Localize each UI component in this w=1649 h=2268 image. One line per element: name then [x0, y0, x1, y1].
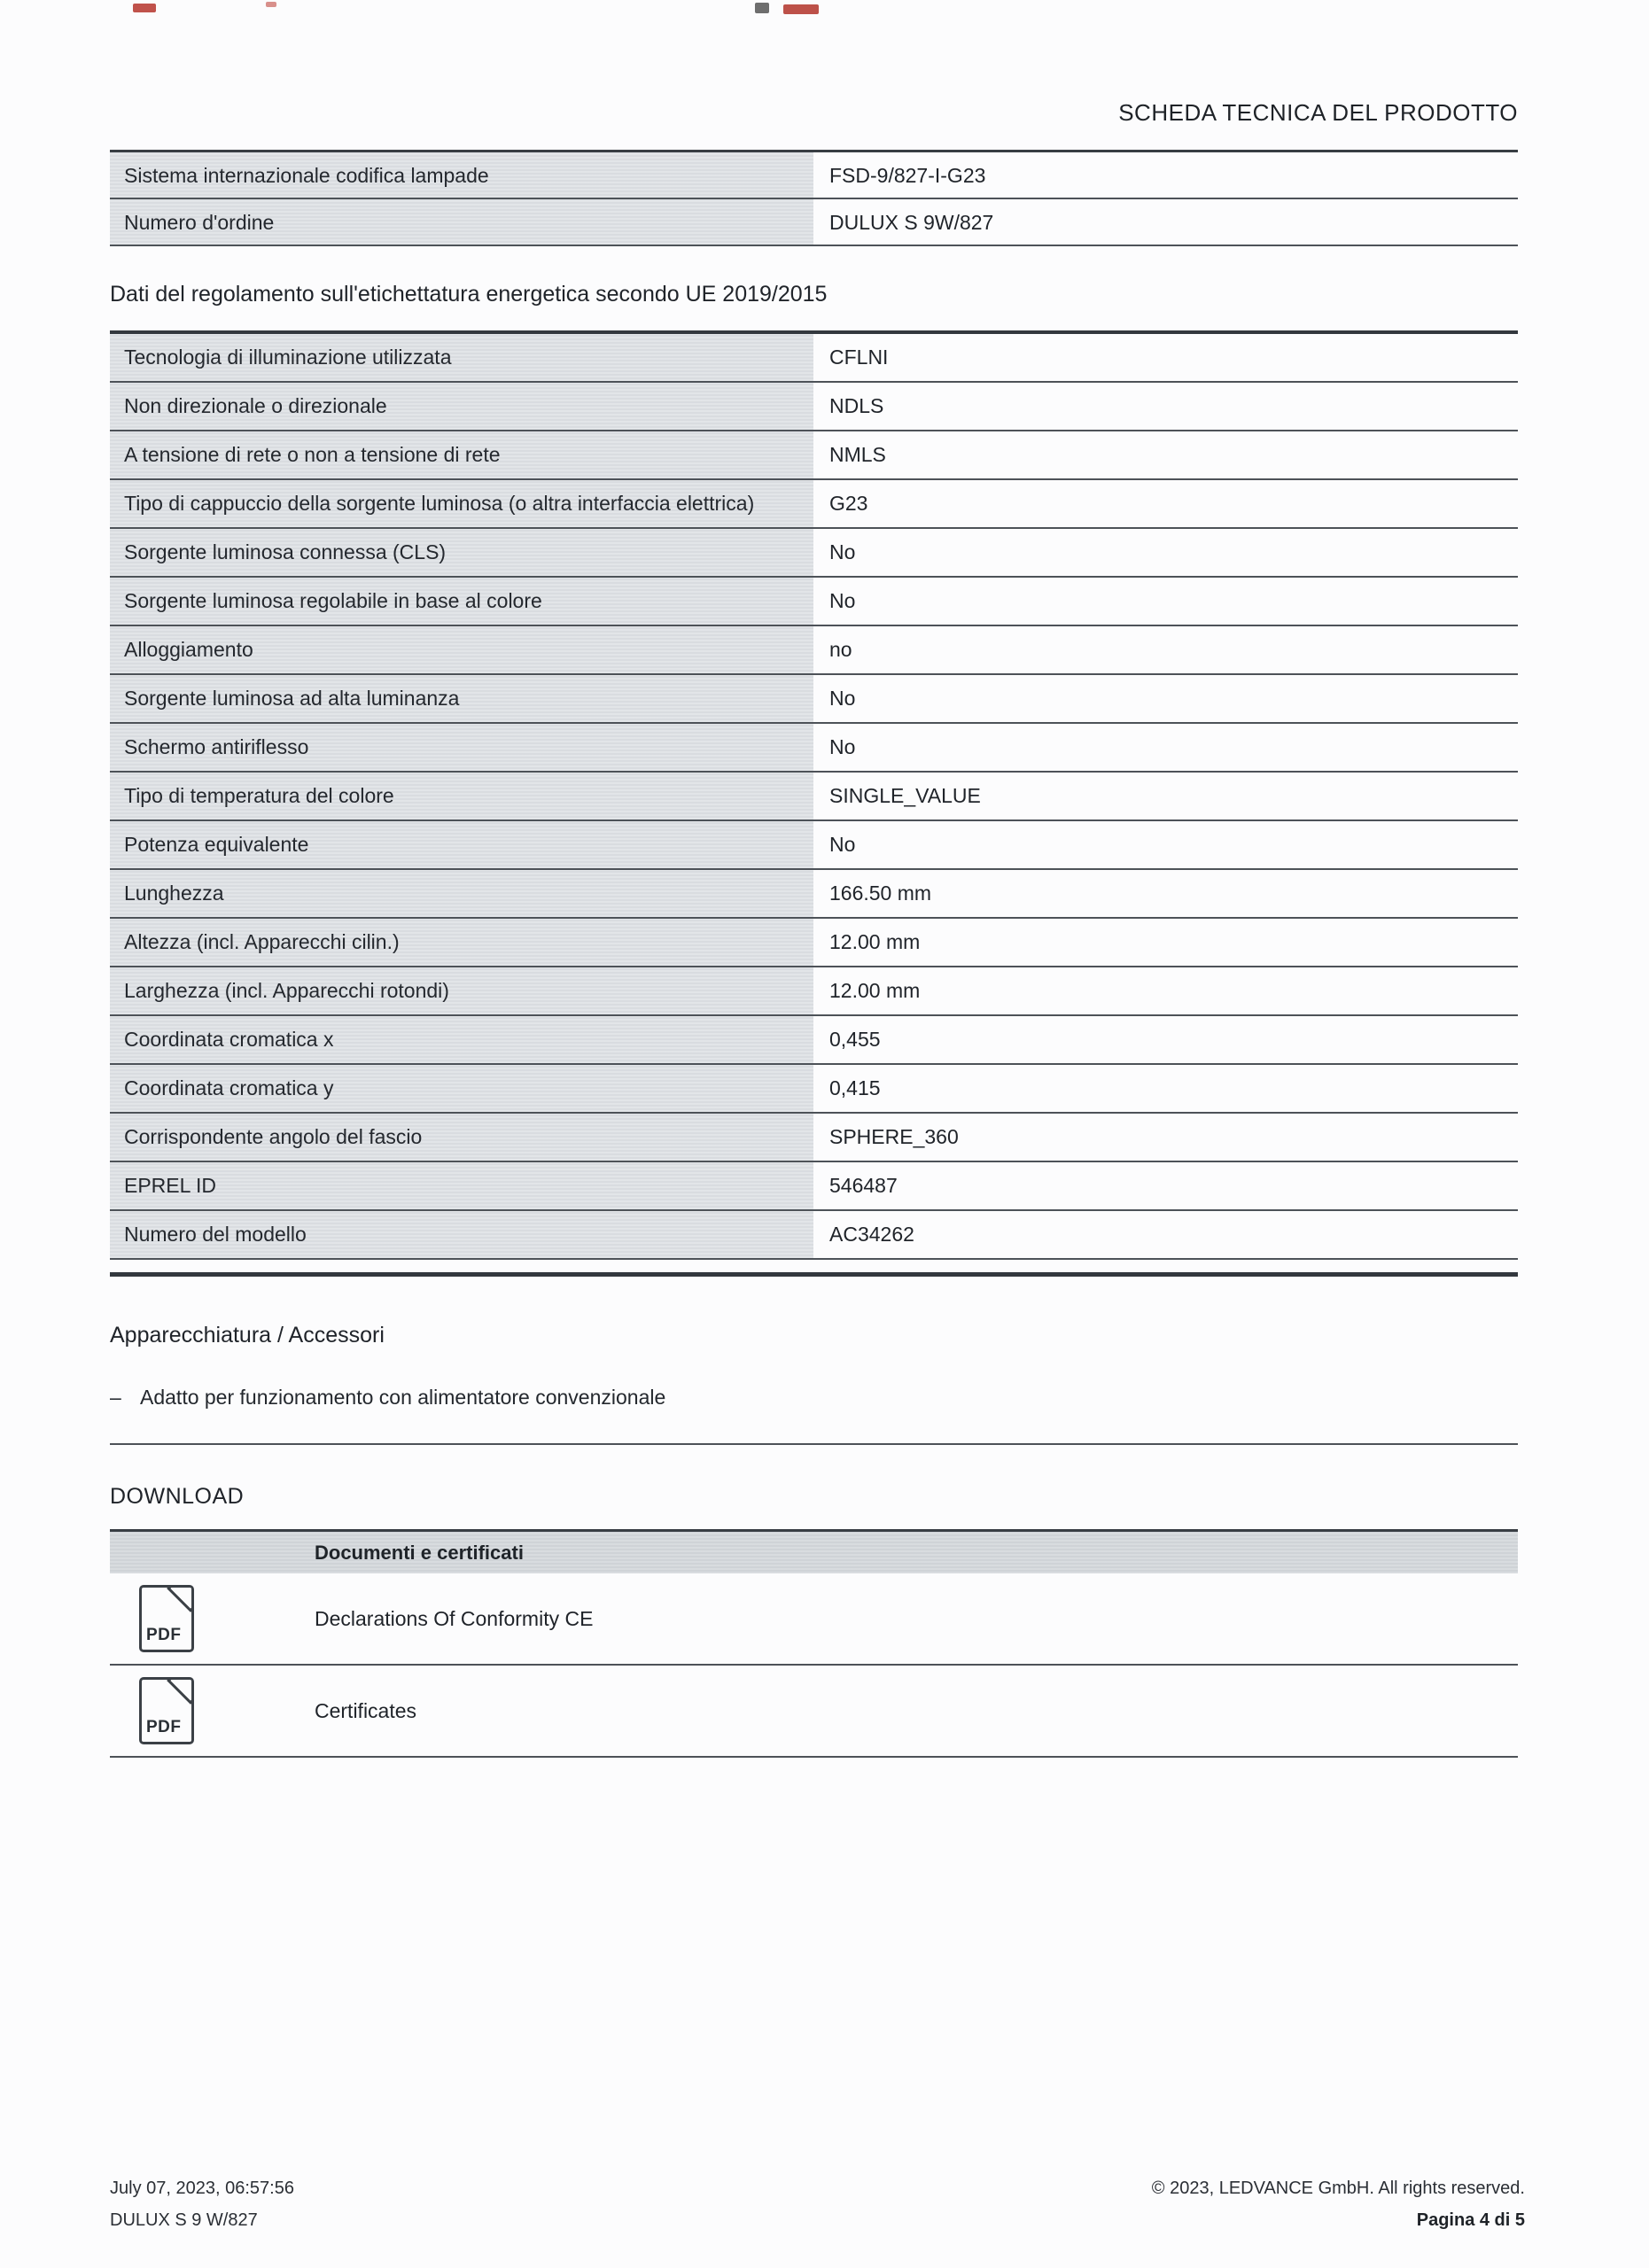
spec-label: Non direzionale o direzionale [110, 383, 813, 430]
footer-left [110, 2172, 294, 2236]
table-row [110, 578, 1518, 626]
spec-value: No [829, 589, 856, 612]
table-row [110, 1065, 1518, 1114]
table-row [110, 1016, 1518, 1065]
footer-product: DULUX S 9 W/827 [110, 2210, 258, 2230]
table-row [110, 334, 1518, 383]
pdf-file-icon[interactable] [139, 1677, 194, 1744]
spec-label: Altezza (incl. Apparecchi cilin.) [110, 919, 813, 966]
table-row [110, 1211, 1518, 1260]
table-row [110, 480, 1518, 529]
download-table-header-label: Documenti e certificati [315, 1541, 524, 1564]
spec-label: Numero d'ordine [110, 199, 813, 245]
scan-artifact [266, 2, 276, 7]
spec-value: No [829, 540, 856, 563]
accessories-item [110, 1386, 1518, 1410]
table-row [110, 675, 1518, 724]
footer-right [1152, 2172, 1525, 2236]
footer-copyright: © 2023, LEDVANCE GmbH. All rights reserved. [1151, 2179, 1525, 2198]
section-divider [110, 1443, 1518, 1445]
download-link-label[interactable]: Declarations Of Conformity CE [315, 1606, 594, 1630]
table-row [110, 821, 1518, 870]
spec-value: 0,455 [829, 1028, 881, 1051]
download-row-certificates[interactable] [110, 1666, 1518, 1758]
table-row [110, 383, 1518, 431]
spec-label: Sorgente luminosa connessa (CLS) [110, 529, 813, 576]
bullet-dash: – [110, 1386, 121, 1409]
spec-label: Tecnologia di illuminazione utilizzata [110, 334, 813, 381]
scan-artifact [783, 4, 819, 14]
table-row [110, 152, 1518, 199]
spec-label: Potenza equivalente [110, 821, 813, 868]
table-row [110, 431, 1518, 480]
spec-value: no [829, 638, 852, 661]
spec-label: Larghezza (incl. Apparecchi rotondi) [110, 967, 813, 1014]
spec-value: No [829, 833, 856, 856]
accessories-section-title: Apparecchiatura / Accessori [110, 1323, 385, 1348]
spec-value: CFLNI [829, 346, 889, 369]
table-row [110, 967, 1518, 1016]
spec-label: Lunghezza [110, 870, 813, 917]
spec-value: NDLS [829, 394, 884, 417]
spec-label: EPREL ID [110, 1162, 813, 1209]
spec-value: No [829, 735, 856, 758]
spec-value: 0,415 [829, 1076, 881, 1099]
spec-label: A tensione di rete o non a tensione di rete [110, 431, 813, 478]
spec-value: AC34262 [829, 1223, 914, 1246]
scan-artifact [133, 4, 156, 12]
table-row [110, 1114, 1518, 1162]
spec-value: SPHERE_360 [829, 1125, 959, 1148]
table-row [110, 529, 1518, 578]
accessories-item-text: Adatto per funzionamento con alimentatore convenzionale [140, 1386, 666, 1409]
download-table [110, 1529, 1518, 1758]
spec-value: DULUX S 9W/827 [829, 211, 994, 234]
document-header [110, 99, 1518, 127]
spec-label: Coordinata cromatica y [110, 1065, 813, 1112]
spec-label: Sorgente luminosa regolabile in base al colore [110, 578, 813, 625]
scan-artifact [755, 3, 769, 13]
spec-label: Coordinata cromatica x [110, 1016, 813, 1063]
table-row [110, 870, 1518, 919]
spec-value: 12.00 mm [829, 979, 921, 1002]
spec-value: NMLS [829, 443, 886, 466]
pdf-file-icon[interactable] [139, 1585, 194, 1652]
pdf-icon-label: PDF [146, 1626, 182, 1644]
download-link-label[interactable]: Certificates [315, 1698, 417, 1722]
spec-label: Numero del modello [110, 1211, 813, 1258]
spec-value: 546487 [829, 1174, 898, 1197]
identification-table [110, 150, 1518, 246]
table-row [110, 724, 1518, 773]
table-row [110, 199, 1518, 246]
footer-timestamp: July 07, 2023, 06:57:56 [110, 2179, 294, 2198]
spec-value: G23 [829, 492, 868, 515]
table-row [110, 919, 1518, 967]
table-row [110, 773, 1518, 821]
download-section-title: DOWNLOAD [110, 1484, 245, 1509]
energy-table [110, 330, 1518, 1260]
spec-label: Tipo di temperatura del colore [110, 773, 813, 819]
download-table-header [110, 1529, 1518, 1573]
spec-value: No [829, 687, 856, 710]
spec-value: SINGLE_VALUE [829, 784, 981, 807]
footer-page-number: Pagina 4 di 5 [1416, 2210, 1525, 2230]
table-row [110, 1162, 1518, 1211]
download-row-declarations[interactable] [110, 1573, 1518, 1666]
spec-value: FSD-9/827-I-G23 [829, 164, 986, 187]
spec-label: Sorgente luminosa ad alta luminanza [110, 675, 813, 722]
page-title: SCHEDA TECNICA DEL PRODOTTO [1118, 99, 1518, 126]
spec-label: Tipo di cappuccio della sorgente luminosa (o altra interfaccia elettrica) [110, 480, 813, 527]
energy-section-title: Dati del regolamento sull'etichettatura energetica secondo UE 2019/2015 [110, 282, 828, 307]
pdf-icon-label: PDF [146, 1718, 182, 1736]
spec-label: Schermo antiriflesso [110, 724, 813, 771]
spec-value: 166.50 mm [829, 882, 932, 905]
table-row [110, 626, 1518, 675]
spec-label: Corrispondente angolo del fascio [110, 1114, 813, 1161]
spec-value: 12.00 mm [829, 930, 921, 953]
page-footer [110, 2172, 1525, 2236]
spec-label: Alloggiamento [110, 626, 813, 673]
table-bottom-rule [110, 1272, 1518, 1277]
spec-label: Sistema internazionale codifica lampade [110, 152, 813, 198]
